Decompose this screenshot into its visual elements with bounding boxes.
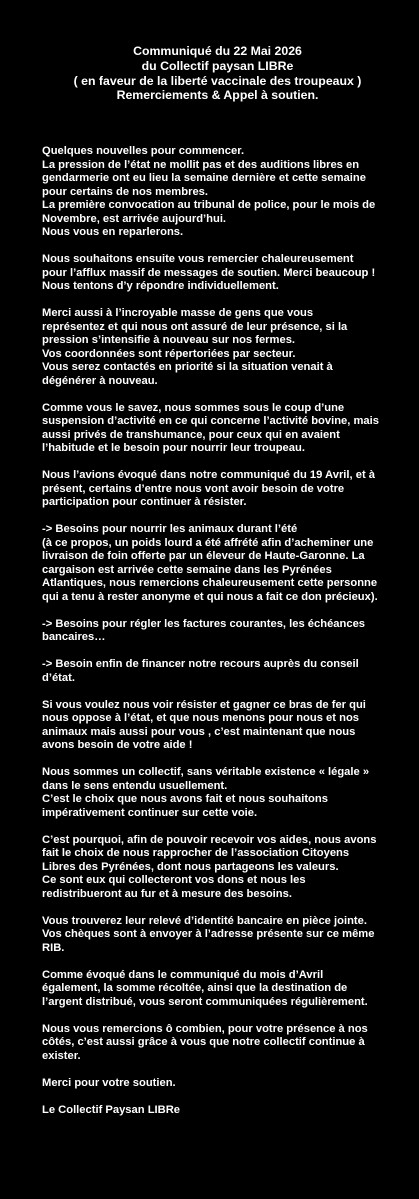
text-line: Libres des Pyrénées, dont nous partageons les valeurs. [42,860,339,873]
text-line: animaux mais aussi pour vous , c’est maintenant que nous [42,725,356,738]
text-line: -> Besoins pour régler les factures courantes, les échéances [42,617,366,630]
text-line: dégénérer à nouveau. [42,374,158,387]
body-paragraph [42,1077,393,1091]
text-line: Merci aussi à l’incroyable masse de gens que vous [42,307,314,320]
text-line: RIB. [42,941,65,954]
text-line: -> Besoin enfin de financer notre recours auprès du conseil [42,658,359,671]
communique-body [42,145,393,1117]
body-paragraph [42,915,393,956]
text-line: qui a tenu à rester anonyme et qui nous a fait ce don précieux). [42,590,378,603]
text-line: fait le choix de nous rapprocher de l’association Citoyens [42,847,350,860]
text-line: Quelques nouvelles pour commencer. [42,145,245,158]
text-line: Vos coordonnées sont répertoriées par secteur. [42,347,296,360]
body-paragraph [42,699,393,753]
text-line: redistribueront au fur et à mesure des besoins. [42,887,292,900]
text-line: C’est pourquoi, afin de pouvoir recevoir vos aides, nous avons [42,833,377,846]
text-line: côtés, c’est aussi grâce à vous que notre collectif continue à [42,1036,365,1049]
text-line: dans le sens entendu usuellement. [42,779,228,792]
text-line: Novembre, est arrivée aujourd’hui. [42,212,227,225]
text-line: Nous souhaitons ensuite vous remercier chaleureusement [42,253,354,266]
text-line: Ce sont eux qui collecteront vos dons et nous les [42,874,306,887]
body-paragraph [42,1023,393,1064]
body-paragraph [42,658,393,685]
text-line: Nous vous remercions ô combien, pour votre présence à nos [42,1022,368,1035]
text-line: bancaires… [42,631,106,644]
body-paragraph [42,1104,393,1118]
body-paragraph [42,969,393,1010]
text-line: nous oppose à l’état, et que nous menons pour nous et nos [42,712,360,725]
text-line: l’argent distribué, vous seront communiquées régulièrement. [42,995,368,1008]
body-paragraph [42,834,393,902]
text-line: Merci pour votre soutien. [42,1076,176,1089]
text-line: impérativement continuer sur cette voie. [42,806,258,819]
text-line: également, la somme récoltée, ainsi que la destination de [42,982,348,995]
text-line: pour l’afflux massif de messages de soutien. Merci beaucoup ! [42,266,376,279]
text-line: Nous tentons d’y répondre individuellement. [42,280,279,293]
text-line: Nous sommes un collectif, sans véritable existence « légale » [42,766,370,779]
text-line: Comme évoqué dans le communiqué du mois d’Avril [42,968,324,981]
text-line: La pression de l’état ne mollit pas et des auditions libres en [42,158,360,171]
text-line: Le Collectif Paysan LIBRe [42,1103,181,1116]
body-paragraph [42,469,393,510]
text-line: participation pour continuer à résister. [42,496,247,509]
text-line: l’habitude et le besoin pour nourrir leur troupeau. [42,442,305,455]
body-paragraph [42,618,393,645]
text-line: livraison de foin offerte par un éleveur de Haute-Garonne. La [42,550,365,563]
text-line: gendarmerie ont eu lieu la semaine dernière et cette semaine [42,172,366,185]
text-line: Comme vous le savez, nous sommes sous le coup d’une [42,401,345,414]
text-line: Nous vous en reparlerons. [42,226,184,239]
text-line: -> Besoins pour nourrir les animaux durant l’été [42,523,298,536]
body-paragraph [42,402,393,456]
text-line: suspension d’activité en ce qui concerne l’activité bovine, mais [42,415,379,428]
text-line: exister. [42,1049,81,1062]
text-line: Vos chèques sont à envoyer à l’adresse présente sur ce même [42,928,375,941]
text-line: C’est le choix que nous avons fait et nous souhaitons [42,793,328,806]
text-line: présent, certains d’entre nous vont avoir besoin de votre [42,482,345,495]
text-line: aussi privés de transhumance, pour ceux qui en avaient [42,428,340,441]
communique-header [42,44,393,103]
header-line: Remerciements & Appel à soutien. [116,88,319,103]
text-line: Vous trouverez leur relevé d’identité bancaire en pièce jointe. [42,914,367,927]
text-line: (à ce propos, un poids lourd a été affrété afin d’acheminer une [42,536,374,549]
text-line: pour certains de nos membres. [42,185,208,198]
text-line: Atlantiques, nous remercions chaleureusement cette personne [42,577,378,590]
body-paragraph [42,253,393,294]
header-line: Communiqué du 22 Mai 2026 [133,44,302,58]
body-paragraph [42,523,393,604]
text-line: Nous l’avions évoqué dans notre communiqué du 19 Avril, et à [42,469,376,482]
text-line: d’état. [42,671,75,684]
header-line: ( en faveur de la liberté vaccinale des troupeaux ) [73,73,362,88]
body-paragraph [42,766,393,820]
text-line: Si vous voulez nous voir résister et gagner ce bras de fer qui [42,698,366,711]
header-line: du Collectif paysan LIBRe [141,58,294,73]
body-paragraph [42,145,393,240]
text-line: La première convocation au tribunal de police, pour le mois de [42,199,376,212]
body-paragraph [42,307,393,388]
text-line: pression s’intensifie à nouveau sur nos fermes. [42,334,296,347]
text-line: avons besoin de votre aide ! [42,739,193,752]
text-line: représentez et qui nous ont assuré de leur présence, si la [42,320,348,333]
text-line: cargaison est arrivée cette semaine dans les Pyrénées [42,563,332,576]
text-line: Vous serez contactés en priorité si la situation venait à [42,361,333,374]
